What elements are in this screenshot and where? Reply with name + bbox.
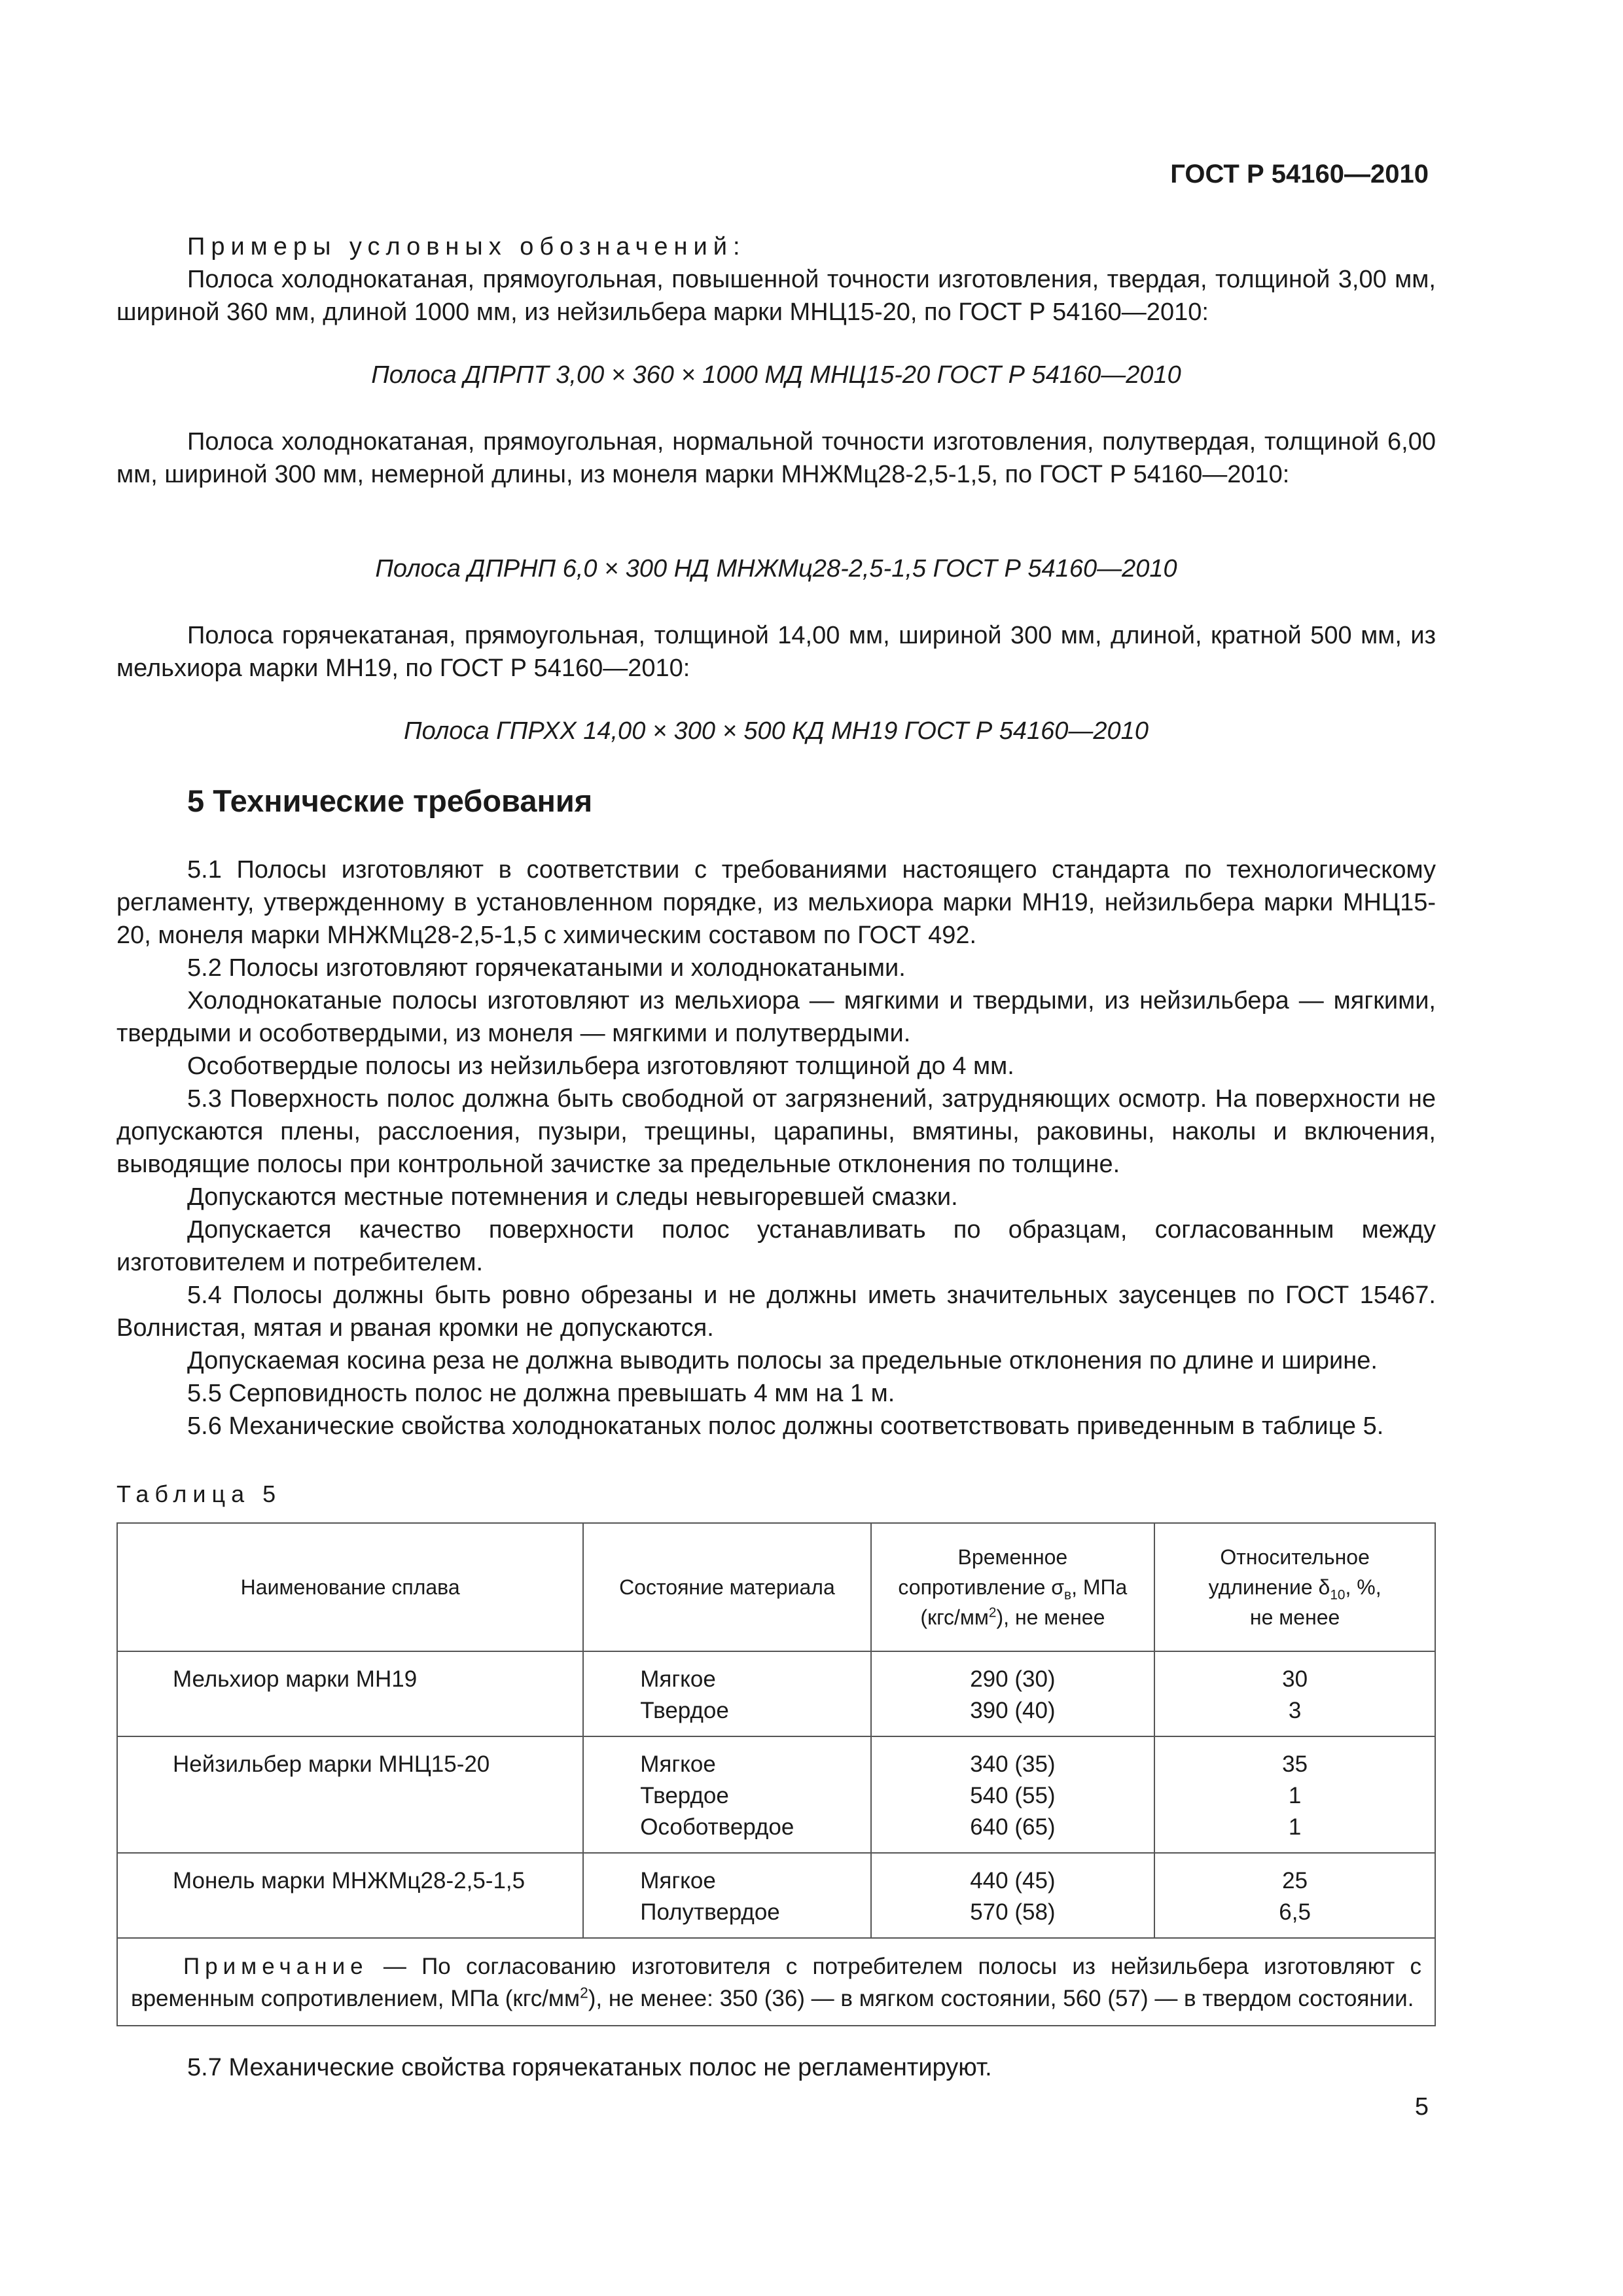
example-2-designation: Полоса ДПРНП 6,0 × 300 НД МНЖМц28-2,5-1,5 ГОСТ Р 54160—2010 (375, 555, 1177, 583)
header-elong-line2-pre: удлинение δ (1208, 1575, 1330, 1599)
header-alloy-text: Наименование сплава (240, 1575, 460, 1599)
example-1-designation: Полоса ДПРПТ 3,00 × 360 × 1000 МД МНЦ15-20 ГОСТ Р 54160—2010 (371, 361, 1181, 389)
examples-label-block (116, 230, 1436, 329)
header-stress-line2-sub: в (1064, 1587, 1072, 1603)
cell-stress (871, 1853, 1155, 1938)
cell-states (583, 1853, 870, 1938)
paragraph-samples: Допускается качество поверхности полос устанавливать по образцам, согласованным между изготовителем и потребителем. (116, 1216, 1436, 1276)
header-stress-line2-pre: сопротивление σ (898, 1575, 1065, 1599)
header-stress-line1: Временное (957, 1545, 1068, 1569)
table-note-row (117, 1938, 1435, 2026)
cell-state: Мягкое (640, 1868, 716, 1893)
cell-stress (871, 1736, 1155, 1853)
paragraph-darkening: Допускаются местные потемнения и следы невыгоревшей смазки. (187, 1183, 958, 1211)
header-stress (871, 1523, 1155, 1651)
cell-elongation (1154, 1651, 1435, 1736)
cell-state: Твердое (640, 1783, 729, 1808)
cell-stress-value: 390 (40) (970, 1698, 1056, 1723)
example-1-description: Полоса холоднокатаная, прямоугольная, повышенной точности изготовления, твердая, толщиной 3,00 мм, шириной 360 мм, длиной 1000 мм, из нейзильбера марки МНЦ15-20, по ГОСТ Р 54160—2010: (116, 266, 1436, 326)
paragraph-extra-hard: Особотвердые полосы из нейзильбера изготовляют толщиной до 4 мм. (187, 1052, 1014, 1080)
example-3-designation: Полоса ГПРХХ 14,00 × 300 × 500 КД МН19 ГОСТ Р 54160—2010 (404, 717, 1149, 745)
table-note (117, 1938, 1435, 2026)
header-elong-line2 (1155, 1572, 1435, 1602)
cell-state: Мягкое (640, 1751, 716, 1777)
cell-elongation (1154, 1853, 1435, 1938)
cell-alloy: Нейзильбер марки МНЦ15-20 (117, 1736, 583, 1853)
header-stress-line3 (872, 1602, 1154, 1632)
cell-elongation-value: 30 (1282, 1666, 1308, 1692)
example-2-description: Полоса холоднокатаная, прямоугольная, нормальной точности изготовления, полутвердая, толщиной 6,00 мм, шириной 300 мм, немерной длины, из монеля марки МНЖМц28-2,5-1,5, по ГОСТ Р 54160—2010: (116, 428, 1436, 488)
table-row (117, 1651, 1435, 1736)
table-caption: Таблица 5 (116, 1480, 282, 1507)
header-stress-line3-post: ), не менее (996, 1605, 1105, 1629)
cell-elongation (1154, 1736, 1435, 1853)
header-elong-line3: не менее (1249, 1605, 1340, 1629)
paragraph-5-4: 5.4 Полосы должны быть ровно обрезаны и не должны иметь значительных заусенцев по ГОСТ 15467. Волнистая, мятая и рваная кромки не допускаются. (116, 1282, 1436, 1342)
note-text-pre: — По согласованию изготовителя с потребителем полосы из нейзильбера изготовляют с временным сопротивлением, МПа (кгс/мм (131, 1954, 1421, 2011)
section-title: 5 Технические требования (187, 783, 593, 818)
cell-stress-value: 640 (65) (970, 1814, 1056, 1840)
header-stress-line3-sup: 2 (988, 1605, 997, 1621)
cell-elongation-value: 1 (1288, 1814, 1302, 1840)
cell-stress-value: 440 (45) (970, 1868, 1056, 1893)
paragraph-5-5: 5.5 Серповидность полос не должна превышать 4 мм на 1 м. (187, 1380, 895, 1407)
header-elongation (1154, 1523, 1435, 1651)
cell-elongation-value: 35 (1282, 1751, 1308, 1777)
table-row (117, 1853, 1435, 1938)
cell-stress (871, 1651, 1155, 1736)
cell-stress-value: 290 (30) (970, 1666, 1056, 1692)
paragraph-5-1: 5.1 Полосы изготовляют в соответствии с требованиями настоящего стандарта по технологическому регламенту, утвержденному в установленном порядке, из мельхиора марки МН19, нейзильбера марки МНЦ15-20, монеля марки МНЖМц28-2,5-1,5 с химическим составом по ГОСТ 492. (116, 856, 1436, 949)
cell-alloy: Монель марки МНЖМц28-2,5-1,5 (117, 1853, 583, 1938)
note-label: Примечание (183, 1954, 368, 1979)
paragraph-5-6: 5.6 Механические свойства холоднокатаных полос должны соответствовать приведенным в таблице 5. (187, 1412, 1384, 1440)
cell-elongation-value: 3 (1288, 1698, 1302, 1723)
cell-alloy: Мельхиор марки МН19 (117, 1651, 583, 1736)
example-3-block (116, 619, 1436, 685)
header-elong-line2-post: , %, (1345, 1575, 1382, 1599)
example-3-description: Полоса горячекатаная, прямоугольная, толщиной 14,00 мм, шириной 300 мм, длиной, кратной 500 мм, из мельхиора марки МН19, по ГОСТ Р 54160—2010: (116, 622, 1436, 682)
standard-code-header: ГОСТ Р 54160—2010 (1170, 160, 1429, 188)
cell-state: Особотвердое (640, 1814, 794, 1840)
header-stress-line3-pre: (кгс/мм (920, 1605, 989, 1629)
cell-state: Твердое (640, 1698, 729, 1723)
cell-state: Полутвердое (640, 1899, 780, 1925)
header-alloy (117, 1523, 583, 1651)
closing-block (116, 2051, 1436, 2084)
cell-states (583, 1736, 870, 1853)
note-text-post: ), не менее: 350 (36) — в мягком состоянии, 560 (57) — в твердом состоянии. (588, 1986, 1414, 2011)
examples-label: Примеры условных обозначений: (187, 233, 746, 260)
cell-stress-value: 540 (55) (970, 1783, 1056, 1808)
cell-stress-value: 570 (58) (970, 1899, 1056, 1925)
paragraph-5-3: 5.3 Поверхность полос должна быть свободной от загрязнений, затрудняющих осмотр. На поверхности не допускаются плены, расслоения, пузыри, трещины, царапины, вмятины, раковины, наколы и включения, выводящие полосы при контрольной зачистке за предельные отклонения по толщине. (116, 1085, 1436, 1178)
paragraph-cold-rolled: Холоднокатаные полосы изготовляют из мельхиора — мягкими и твердыми, из нейзильбера — мягкими, твердыми и особотвердыми, из монеля — мягкими и полутвердыми. (116, 987, 1436, 1047)
header-stress-line2-post: , МПа (1071, 1575, 1128, 1599)
table-row (117, 1736, 1435, 1853)
cell-state: Мягкое (640, 1666, 716, 1692)
header-state (583, 1523, 870, 1651)
paragraph-cut-skew: Допускаемая косина реза не должна выводить полосы за предельные отклонения по длине и ширине. (187, 1347, 1378, 1374)
cell-elongation-value: 6,5 (1279, 1899, 1311, 1925)
header-stress-line2 (872, 1572, 1154, 1602)
paragraph-5-2: 5.2 Полосы изготовляют горячекатаными и холоднокатаными. (187, 954, 906, 982)
cell-elongation-value: 1 (1288, 1783, 1302, 1808)
cell-stress-value: 340 (35) (970, 1751, 1056, 1777)
table-header-row (117, 1523, 1435, 1651)
header-state-text: Состояние материала (619, 1575, 835, 1599)
example-2-block (116, 425, 1436, 491)
header-elong-line1: Относительное (1220, 1545, 1370, 1569)
paragraph-5-7: 5.7 Механические свойства горячекатаных полос не регламентируют. (187, 2054, 992, 2081)
section-body (116, 853, 1436, 1443)
table-5 (116, 1522, 1436, 2026)
note-text-sup: 2 (580, 1984, 588, 2001)
header-elong-line2-sub: 10 (1330, 1587, 1346, 1603)
cell-states (583, 1651, 870, 1736)
cell-elongation-value: 25 (1282, 1868, 1308, 1893)
page-number: 5 (1414, 2093, 1429, 2121)
